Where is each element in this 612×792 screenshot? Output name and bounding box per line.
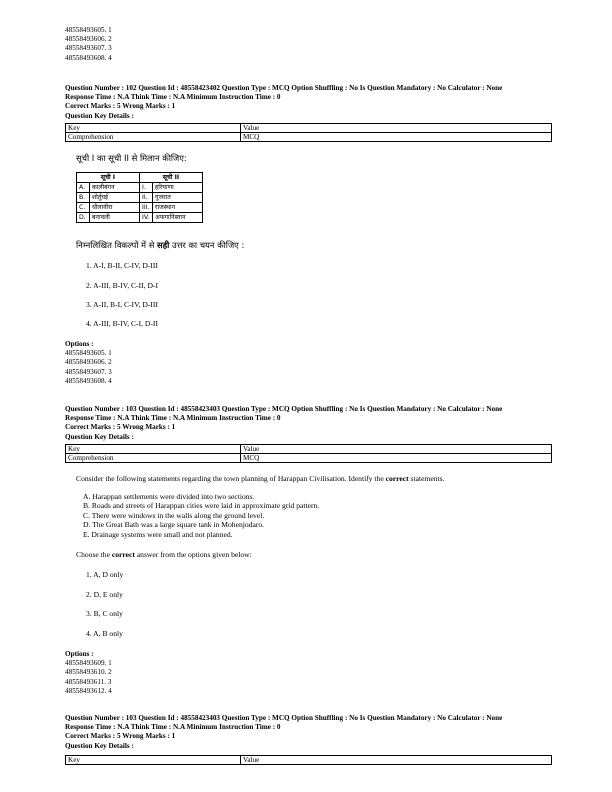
option-id: 48558493607. 3 xyxy=(65,44,112,53)
row-letter: A. xyxy=(77,183,90,193)
statement: C. There were windows in the walls along the ground level. xyxy=(83,510,265,520)
q103-key-table xyxy=(65,444,552,463)
q102-key-table xyxy=(65,123,552,142)
response-time: Response Time : N.A Think Time : N.A Minimum Instruction Time : 0 xyxy=(65,93,281,102)
key-header: Key xyxy=(66,445,241,454)
option-id: 48558493607. 3 xyxy=(65,367,112,376)
statement: A. Harappan settlements were divided into two sections. xyxy=(83,492,255,501)
match-table xyxy=(76,172,203,223)
row-roman: IV. xyxy=(140,213,153,223)
q103-options xyxy=(65,650,112,696)
question-header: Question Number : 103 Question Id : 48558423403 Question Type : MCQ Option Shuffling : No Is Question Mandatory : No Calculator : None xyxy=(65,405,503,413)
value-header: Value xyxy=(241,756,552,765)
choose-text: answer from the options given below: xyxy=(134,550,252,559)
list1-item: कालीबंगन xyxy=(90,183,140,193)
option-id: 48558493608. 4 xyxy=(65,376,112,385)
row-roman: II. xyxy=(140,193,153,203)
option-id: 48558493606. 2 xyxy=(65,358,112,367)
statement: E. Drainage systems were small and not planned. xyxy=(83,529,233,539)
q103-choice: 4. A, B only xyxy=(86,629,123,638)
key-table-header-row xyxy=(66,124,552,133)
prompt-text: statements. xyxy=(408,474,445,483)
q103-statements xyxy=(83,492,319,539)
q102-choice: 1. A-I, B-II, C-IV, D-III xyxy=(86,261,158,270)
option-id: 48558493606. 2 xyxy=(65,35,112,44)
key-table-row xyxy=(66,454,552,463)
key-cell: Comprehension xyxy=(66,133,241,142)
list2-item: अफगानिस्तान xyxy=(153,213,203,223)
option-id: 48558493609. 1 xyxy=(65,659,112,668)
q102-choice: 3. A-II, B-I, C-IV, D-III xyxy=(86,300,158,309)
list2-item: राजस्थान xyxy=(153,203,203,213)
option-id: 48558493610. 2 xyxy=(65,668,112,677)
instruction-emphasis: सही xyxy=(157,240,170,250)
q102-meta xyxy=(65,84,502,121)
options-label: Options : xyxy=(65,650,94,658)
match-table-header xyxy=(77,173,203,183)
key-table-row xyxy=(66,133,552,142)
list2-item: हरियाणा xyxy=(153,183,203,193)
option-id: 48558493608. 4 xyxy=(65,53,112,62)
top-option-list xyxy=(65,26,112,63)
instruction-text: निम्नलिखित विकल्पों में से xyxy=(76,240,158,250)
choose-emphasis: correct xyxy=(111,550,135,559)
q102-choice: 4. A-III, B-IV, C-I, D-II xyxy=(86,319,158,328)
question-header: Question Number : 103 Question Id : 48558423403 Question Type : MCQ Option Shuffling : No Is Question Mandatory : No Calculator : None xyxy=(65,714,503,722)
list2-header: सूची II xyxy=(140,173,203,183)
statement: B. Roads and streets of Harappan cities were laid in approximate grid pattern. xyxy=(83,501,320,511)
list1-item: बनावली xyxy=(90,213,140,223)
key-details-label: Question Key Details : xyxy=(65,111,134,120)
key-header: Key xyxy=(66,124,241,133)
q102-instruction xyxy=(76,240,244,251)
list2-item: गुजरात xyxy=(153,193,203,203)
instruction-text: उत्तर का चयन कीजिए : xyxy=(169,240,245,250)
q103-prompt xyxy=(76,474,445,483)
marks: Correct Marks : 5 Wrong Marks : 1 xyxy=(65,732,176,741)
response-time: Response Time : N.A Think Time : N.A Minimum Instruction Time : 0 xyxy=(65,414,281,423)
q103-choice: 2. D, E only xyxy=(86,590,123,599)
match-row xyxy=(77,193,203,203)
key-details-label: Question Key Details : xyxy=(65,432,134,441)
match-row xyxy=(77,203,203,213)
options-label: Options : xyxy=(65,340,94,348)
q102-prompt: सूची I का सूची II से मिलान कीजिए: xyxy=(76,153,187,163)
q103-choice: 3. B, C only xyxy=(86,609,123,618)
q102-choice: 2. A-III, B-IV, C-II, D-I xyxy=(86,281,158,290)
value-cell: MCQ xyxy=(241,133,552,142)
response-time: Response Time : N.A Think Time : N.A Minimum Instruction Time : 0 xyxy=(65,723,281,732)
list1-item: धौलावीरा xyxy=(90,203,140,213)
statement: D. The Great Bath was a large square tank in Mohenjodaro. xyxy=(83,520,265,530)
q103b-meta xyxy=(65,714,502,751)
key-table-header-row xyxy=(66,756,552,765)
value-cell: MCQ xyxy=(241,454,552,463)
option-id: 48558493605. 1 xyxy=(65,26,112,34)
option-id: 48558493605. 1 xyxy=(65,349,112,358)
option-id: 48558493611. 3 xyxy=(65,677,112,686)
q102-options xyxy=(65,340,112,386)
row-roman: I. xyxy=(140,183,153,193)
prompt-text: Consider the following statements regarding the town planning of Harappan Civilisation. Identify the xyxy=(76,474,386,483)
row-letter: D. xyxy=(77,213,90,223)
row-roman: III. xyxy=(140,203,153,213)
row-letter: B. xyxy=(77,193,90,203)
option-id: 48558493612. 4 xyxy=(65,686,112,695)
key-header: Key xyxy=(66,756,241,765)
value-header: Value xyxy=(241,124,552,133)
list1-item: शोर्तुघई xyxy=(90,193,140,203)
marks: Correct Marks : 5 Wrong Marks : 1 xyxy=(65,423,176,432)
key-cell: Comprehension xyxy=(66,454,241,463)
value-header: Value xyxy=(241,445,552,454)
match-row xyxy=(77,183,203,193)
marks: Correct Marks : 5 Wrong Marks : 1 xyxy=(65,102,176,111)
list1-header: सूची I xyxy=(77,173,140,183)
q103-choose xyxy=(76,550,252,559)
q103b-key-table xyxy=(65,755,552,765)
q103-choice: 1. A, D only xyxy=(86,570,124,579)
prompt-emphasis: correct xyxy=(385,474,409,483)
q103-meta xyxy=(65,405,502,442)
key-details-label: Question Key Details : xyxy=(65,741,134,750)
choose-text: Choose the xyxy=(76,550,112,559)
match-row xyxy=(77,213,203,223)
row-letter: C. xyxy=(77,203,90,213)
key-table-header-row xyxy=(66,445,552,454)
question-header: Question Number : 102 Question Id : 48558423402 Question Type : MCQ Option Shuffling : No Is Question Mandatory : No Calculator : None xyxy=(65,84,503,92)
